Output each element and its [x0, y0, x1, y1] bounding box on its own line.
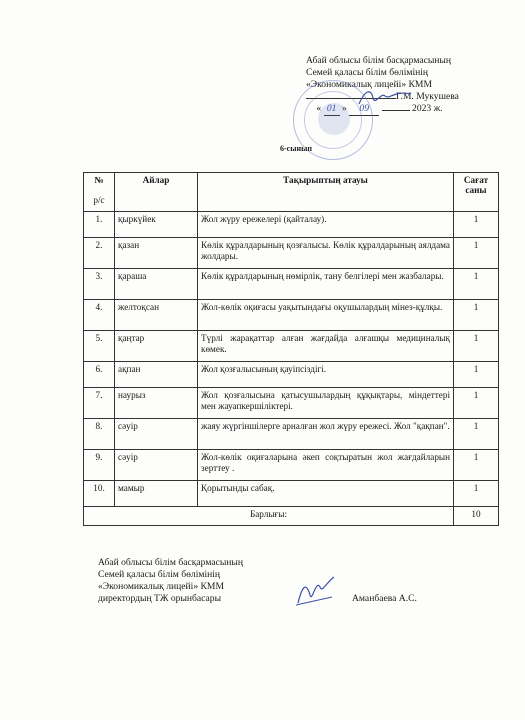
row-hours: 1: [454, 362, 499, 388]
row-hours: 1: [454, 331, 499, 362]
row-topic: Көлік құралдарының қозғалысы. Көлік құралдарының аялдама жолдары.: [198, 238, 454, 269]
table-row: [84, 362, 499, 388]
row-number: 4.: [84, 300, 115, 331]
table-row: [84, 212, 499, 238]
row-hours: 1: [454, 481, 499, 507]
row-number: 7.: [84, 388, 115, 419]
deputy-signature-icon: [292, 573, 338, 609]
row-month: қазан: [115, 238, 198, 269]
row-month: қыркүйек: [115, 212, 198, 238]
row-month: сәуір: [115, 450, 198, 481]
class-stamp: 6-сынып: [280, 144, 312, 153]
header-month: Айлар: [115, 173, 198, 212]
row-hours: 1: [454, 238, 499, 269]
row-month: мамыр: [115, 481, 198, 507]
row-month: қаңтар: [115, 331, 198, 362]
header-topic: Тақырыптың атауы: [198, 173, 454, 212]
row-number: 5.: [84, 331, 115, 362]
row-topic: Жол қозғалысының қауіпсіздігі.: [198, 362, 454, 388]
date-year: 2023 ж.: [412, 103, 443, 114]
footer-block: [98, 557, 243, 605]
header-number: № р/с: [84, 173, 115, 212]
row-topic: Жол-көлік оқиғасы уақытындағы оқушылардың мінез-құлқы.: [198, 300, 454, 331]
date-month: 09: [349, 103, 379, 116]
row-topic: Жол жүру ережелері (қайталау).: [198, 212, 454, 238]
approval-line-1: Абай облысы білім басқармасының: [306, 55, 452, 66]
row-hours: 1: [454, 269, 499, 300]
row-month: қараша: [115, 269, 198, 300]
approval-line-2: Семей қаласы білім бөлімінің: [306, 67, 429, 78]
footer-line-1: Абай облысы білім басқармасының: [98, 557, 244, 568]
approval-sign-name: Г.М. Мукушева: [396, 91, 459, 102]
row-topic: Жол-көлік оқиғаларына әкеп соқтыратын жол жағдайларын зерттеу .: [198, 450, 454, 481]
table-row: [84, 388, 499, 419]
row-hours: 1: [454, 450, 499, 481]
row-number: 3.: [84, 269, 115, 300]
table-row: [84, 331, 499, 362]
row-topic: Көлік құралдарының нөмірлік, тану белгілері мен жазбалары.: [198, 269, 454, 300]
total-label: Барлығы:: [84, 507, 454, 526]
row-topic: Түрлі жарақаттар алған жағдайда алғашқы медициналық көмек.: [198, 331, 454, 362]
table-row: [84, 450, 499, 481]
row-topic: Жол қозғалысына қатысушылардың құқықтары, міндеттері мен жауапкершіліктері.: [198, 388, 454, 419]
table-row: [84, 238, 499, 269]
table-row: [84, 419, 499, 450]
row-hours: 1: [454, 212, 499, 238]
row-number: 10.: [84, 481, 115, 507]
row-month: сәуір: [115, 419, 198, 450]
row-topic: Қорытынды сабақ.: [198, 481, 454, 507]
total-value: 10: [454, 507, 499, 526]
approval-line-3: «Экономикалық лицейі» КММ: [306, 79, 432, 90]
row-number: 1.: [84, 212, 115, 238]
total-row: [84, 507, 499, 526]
table-header-row: [84, 173, 499, 212]
row-month: ақпан: [115, 362, 198, 388]
table-row: [84, 300, 499, 331]
table-row: [84, 481, 499, 507]
row-number: 9.: [84, 450, 115, 481]
row-hours: 1: [454, 388, 499, 419]
table-row: [84, 269, 499, 300]
date-quote-close: »: [342, 103, 347, 114]
row-number: 2.: [84, 238, 115, 269]
row-number: 8.: [84, 419, 115, 450]
footer-line-3: «Экономикалық лицейі» КММ: [98, 581, 224, 592]
signature-icon: [355, 86, 415, 108]
row-number: 6.: [84, 362, 115, 388]
row-month: желтоқсан: [115, 300, 198, 331]
date-day: 01: [324, 103, 340, 116]
row-hours: 1: [454, 419, 499, 450]
lesson-plan-table: [83, 172, 499, 526]
footer-line-4: директордың ТЖ орынбасары: [98, 593, 222, 604]
row-topic: жаяу жүргіншілерге арналған жол жүру ережесі. Жол "қақпан".: [198, 419, 454, 450]
footer-line-2: Семей қаласы білім бөлімінің: [98, 569, 221, 580]
date-quote-open: «: [316, 103, 322, 114]
row-month: наурыз: [115, 388, 198, 419]
row-hours: 1: [454, 300, 499, 331]
deputy-name: Аманбаева А.С.: [352, 593, 417, 604]
header-hours: Сағат саны: [454, 173, 499, 212]
